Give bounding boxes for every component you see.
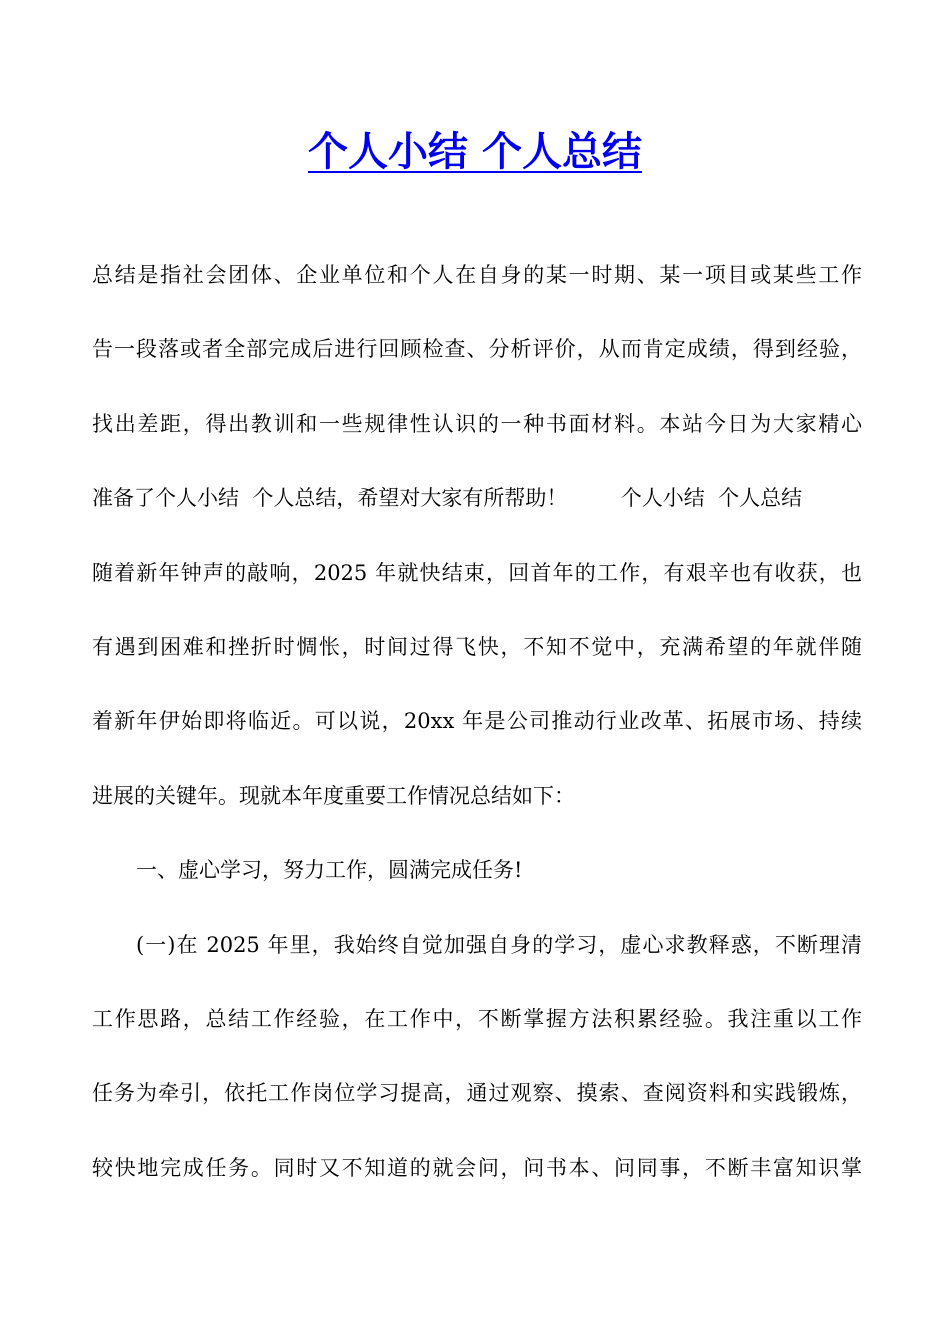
body-line-1: 总结是指社会团体、企业单位和个人在自身的某一时期、某一项目或某些工作 xyxy=(92,263,862,287)
body-line-5: 随着新年钟声的敲响，2025 年就快结束，回首年的工作，有艰辛也有收获，也 xyxy=(92,560,862,585)
body-line-13: 较快地完成任务。同时又不知道的就会问，问书本、问同事，不断丰富知识掌 xyxy=(92,1155,862,1180)
document-title xyxy=(0,122,950,182)
document-body xyxy=(92,238,862,1205)
body-line-3: 找出差距，得出教训和一些规律性认识的一种书面材料。本站今日为大家精心 xyxy=(92,411,862,436)
body-line-6: 有遇到困难和挫折时惆怅，时间过得飞快，不知不觉中，充满希望的年就伴随 xyxy=(92,634,862,659)
body-line-7: 着新年伊始即将临近。可以说，20xx 年是公司推动行业改革、拓展市场、持续 xyxy=(92,709,862,734)
body-line-4: 准备了个人小结 个人总结，希望对大家有所帮助！ 个人小结 个人总结 xyxy=(92,486,803,511)
section-heading-1: 一、虚心学习，努力工作，圆满完成任务! xyxy=(136,858,523,883)
body-line-10: (一)在 2025 年里，我始终自觉加强自身的学习，虚心求教释惑，不断理清 xyxy=(136,932,862,957)
body-line-2: 告一段落或者全部完成后进行回顾检查、分析评价，从而肯定成绩，得到经验， xyxy=(92,337,862,362)
body-line-8: 进展的关键年。现就本年度重要工作情况总结如下： xyxy=(92,783,575,808)
document-title-link[interactable]: 个人小结 个人总结 xyxy=(308,128,642,175)
body-line-11: 工作思路，总结工作经验，在工作中，不断掌握方法积累经验。我注重以工作 xyxy=(92,1006,862,1031)
body-line-12: 任务为牵引，依托工作岗位学习提高，通过观察、摸索、查阅资料和实践锻炼， xyxy=(92,1081,862,1106)
